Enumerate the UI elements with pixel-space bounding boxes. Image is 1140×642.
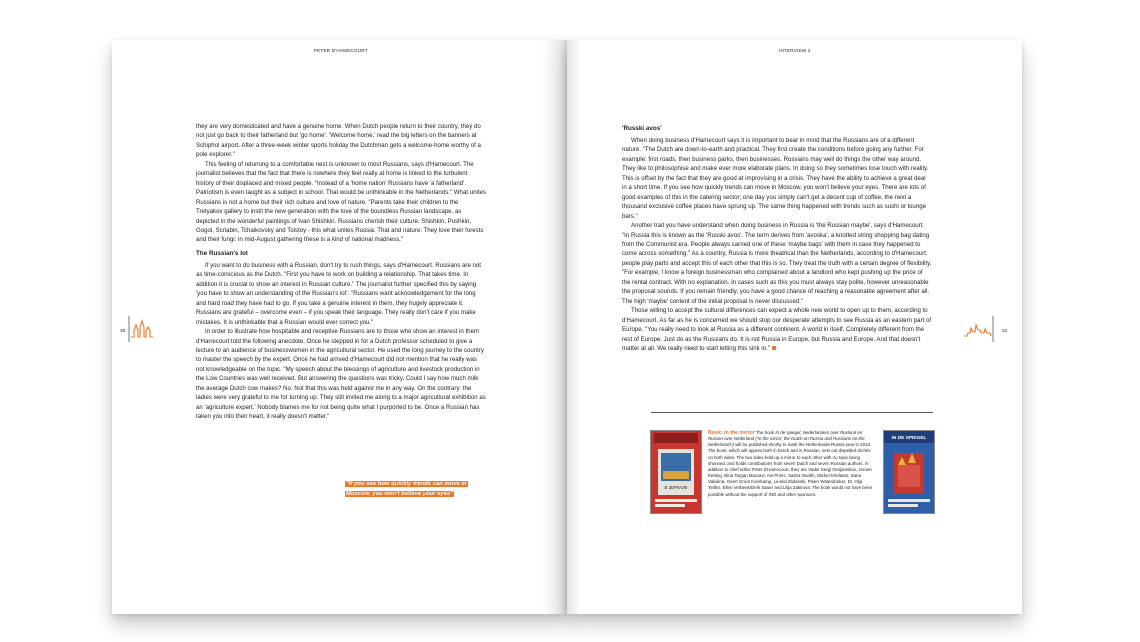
book-label: Book: xyxy=(708,430,723,436)
paragraph: Another trait you have understand when doing business in Russia is 'the Russian maybe', says d'Hamecourt. "In Russia this is known as the 'Russki avos'. The term derives from 'avoska', a knotted string shopping bag dating from the Communist era. People always carried one of these 'maybe bags' with them in case they happened to come across something." As a country, Russia is more theatrical than the Netherlands, according to d'Hamecourt; people play parts and accept this of each other that this is so. They treat the truth with a certain degree of flexibility. "For example, I know a foreign businessman who complained about a landlord who kept pushing up the price of the rental contract. With no explanation. In cases such as this you must always stay polite, however unreasonable the proposal sounds. If you remain friendly, you have a good chance of reaching a reasonable agreement after all. The high 'maybe' content of the initial proposal is never discussed." xyxy=(622,222,932,305)
running-head: PETER D'HAMECOURT xyxy=(314,48,368,53)
paragraph: When doing business d'Hamecourt says it is important to bear in mind that the Russians are of a different nature. "The Dutch are down-to-earth and practical. They first create the conditions before going any further. For example: first roads, then business parks, then businesses. Russians may well do things the other way around. They like to philosophise and make ever more elaborate plans. In doing so they sometimes lose touch with reality. This is offset by the fact that they are good at improvising in a crisis. They have the ability to achieve a great deal in a short time. If you see how quickly trends can move in Moscow, you won't believe your eyes. There are lots of good examples of this in the catering sector; one day you simply can't get a decent cup of coffee, the next a thousand exclusive coffee places have sprung up. The same thing happened with trends such as sushi or lounge bars." xyxy=(622,137,929,220)
paragraph: If you want to do business with a Russian, don't try to rush things, says d'Hamecourt. Russians are not as time-conscious as the Dutch. "First you have to work on building a relationship. That takes time. In addition it is crucial to show an interest in Russian culture." The journalist further specified this by saying 'you have to show an understanding of the Russian's lot'. "Russians want acknowledgement for the long and hard road they have had to go. If you take a genuine interest in them, they hugely appreciate it. Russians are grateful – overcome even – if you speak their language. They really don't care if you make mistakes. It is unthinkable that a Russian would ever correct you." xyxy=(196,261,482,326)
book-heading xyxy=(708,430,755,436)
page-number: 30 xyxy=(120,329,126,334)
book-cover-dutch xyxy=(883,430,935,514)
end-mark-icon xyxy=(772,346,776,350)
book-cover-russian xyxy=(650,430,702,514)
right-page xyxy=(567,40,1022,614)
section-heading: The Russian's lot xyxy=(196,249,248,257)
paragraph: they are very domesticated and have a genuine home. When Dutch people return to their country, they do not just go back to their fatherland but 'go home'. 'Welcome home,' read the big letters on the banners at Schiphol airport. After a three-week winter sports holiday the Dutchman gets a welcome-home worthy of a pole explorer." xyxy=(196,123,481,159)
paragraph xyxy=(622,306,932,353)
paragraph-text: Those willing to accept the cultural differences can expect a whole new world to open up to them, according to d'Hamecourt. As far as he is concerned we should stop our desperate attempts to see Russia as an eastern part of Europe. "You really need to look at Russia as a different continent. A world in itself. Completely different from the rest of Europe. Just do as the Russians do. It is not Russia in Europe, but Russia and Europe. And that doesn't matter at all. We really need to start letting this sink in." xyxy=(622,307,932,352)
book-original-title: In de spiegel, Nederlanders over Rusland en Russen over Nederland ('In the mirror; the Dutch on Russia and Russians on the Netherlands') xyxy=(708,430,865,448)
article-column xyxy=(196,122,486,422)
page-number: 31 xyxy=(1002,329,1008,334)
skyline-logo-icon xyxy=(126,316,160,342)
book-text-intro: The book xyxy=(755,430,775,435)
book-text-body: will be published shortly to mark the Netherlands-Russia year in 2013. The book, which will appear both in Dutch and in Russian, sets out dispelled clichés on both sides. The two sides hold up a mirror to each other with no topic being shunned, and holds contributions from seven Dutch and seven Russian authors. In addition to chief editor Peter d'Hamecourt, they are Vader Sergi Ovsjannikov, Jeroen Ketting, Nina Targan Mouravi, Ani Prims, Sasha Ourikh, Michel Krielaars, Sana Valiulina, Geert Groot Koerkamp, Leonid Zlobinski, Pieter Waterdrinker, Dr. Olja Teillez, Ellen Verbeek/Derk Sauer and Lilija Zakirova. The book would not have been possible without the support of INO and other sponsors. xyxy=(708,442,873,497)
paragraph: This feeling of returning to a comfortable nest is unknown to most Russians, says d'Hamecourt. The journalist believes that the fact that there is nowhere they feel really at home is linked to the turbulent history of their displaced and mixed people. "Instead of a 'home nation' Russians have 'a fatherland'. Patriotism is even taught as a subject in school. That would be unthinkable in the Netherlands." What unites Russians is not a home but their rich culture and love of nature. "Parents take their children to the Tretyakov gallery to instil the new generation with the love of the boundless Russian landscape, as depicted in the wonderful paintings of Ivan Shishkin. Russians cherish their culture. Shishkin, Pushkin, Gogol, Scriabin, Tchaikovsky and Tolstoy - this what unites Russia. That and nature. They love their forests and their fungi: in mid-August gathering these is a kind of national madness." xyxy=(196,160,486,244)
running-head: INTERVIEW 2 xyxy=(779,48,811,53)
cover-title: В ЗЕРКАЛЕ xyxy=(664,485,688,490)
section-heading: 'Russki avos' xyxy=(622,125,662,132)
book-description xyxy=(708,430,876,498)
pull-quote-text: "If you see how quickly trends can move in Moscow, you won't believe your eyes" xyxy=(346,481,467,497)
cover-title: IN DE SPIEGEL xyxy=(891,436,927,441)
skyline-logo-icon xyxy=(962,316,996,342)
left-page xyxy=(112,40,567,614)
gutter-shadow xyxy=(541,40,567,614)
paragraph: In order to illustrate how hospitable and receptive Russians are to those who show an interest in them d'Harrecourt told the following anecdote. Once he stepped in for a Dutch professor scheduled to give a lecture to an audience of businesswomen in the agricultural sector. He used the long journey to the country to master the speech by the expert. Once he had arrived d'Hamecourt did not mention that he really was not knowledgeable on the topic. "My speech about the blessings of agriculture and livestock production in the Low Countries was well received. But answering the questions was tricky. Could I say how much milk the average Dutch cow makes? No. Not that this was held against me in any way. On the contrary: the ladies were very grateful to me for turning up. They still invited me along to a major agricultural exhibition as an 'agriculture expert.' Nobody blames me for not being quite what I purported to be. Once a Russian has taken you into their heart, it really doesn't matter." xyxy=(196,328,486,421)
book-title: In the mirror xyxy=(724,430,755,436)
divider xyxy=(651,412,933,413)
article-column xyxy=(622,124,932,353)
gutter-shadow xyxy=(567,40,581,614)
pull-quote xyxy=(345,479,471,499)
book-sidebar xyxy=(650,430,935,530)
